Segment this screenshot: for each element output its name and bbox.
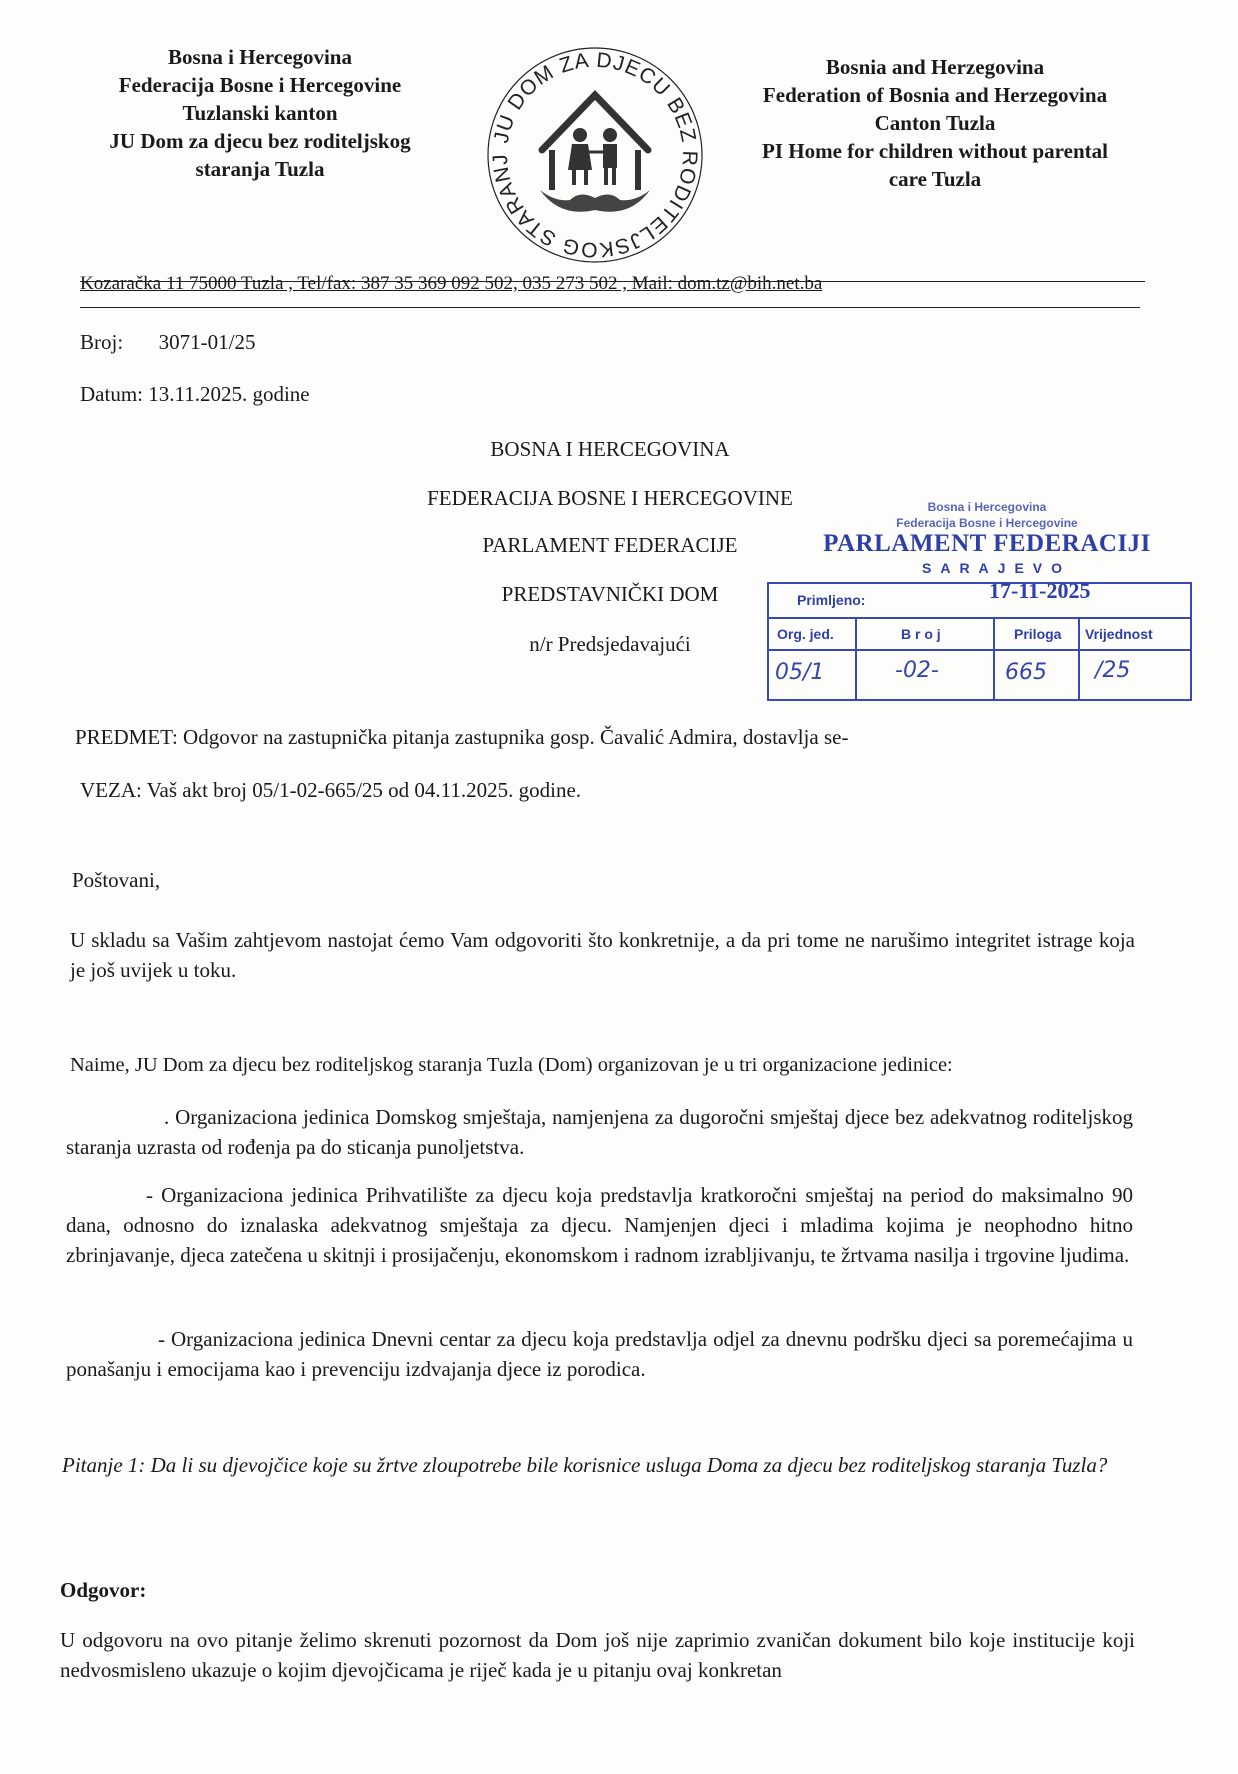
header-right-block (715, 53, 1155, 193)
stamp-received-date: 17-11-2025 (989, 578, 1091, 603)
document-number (80, 330, 256, 355)
stamp-col-label: B r o j (901, 626, 941, 642)
header-left-block (70, 43, 450, 183)
answer-heading: Odgovor: (60, 1578, 147, 1602)
number-label: Broj: (80, 330, 124, 354)
stamp-col-label: Vrijednost (1085, 626, 1153, 642)
stamp-title: PARLAMENT FEDERACIJI (823, 530, 1151, 557)
header-left-line: JU Dom za djecu bez roditeljskog (109, 129, 411, 153)
header-left-line: Tuzlanski kanton (182, 101, 338, 125)
header-divider (80, 307, 1140, 308)
question-1: Pitanje 1: Da li su djevojčice koje su žrtve zloupotrebe bile korisnice usluga Doma za djecu bez roditeljskog staranja Tuzla? (62, 1453, 1108, 1477)
stamp-line: Bosna i Hercegovina (927, 500, 1047, 514)
stamp-city: SARAJEVO (922, 560, 1072, 576)
addressee-line: PARLAMENT FEDERACIJE (482, 533, 738, 557)
received-stamp (757, 490, 1197, 710)
unit-paragraph: - Organizaciona jedinica Prihvatilište za djecu koja predstavlja kratkoročni smještaj na period do maksimalno 90 dana, odnosno do iznalaska adekvatnog smještaja za djecu. Namjenjen djeci i mladima kojima je neophodno hitno zbrinjavanje, djeca zatečena u skitnji i prosijačenju, ekonomskom i radnom izrabljivanju, te žrtvama nasilja i trgovine ljudima. (66, 1183, 1133, 1267)
header-right-line: Bosnia and Herzegovina (825, 55, 1045, 79)
intro-paragraph: U skladu sa Vašim zahtjevom nastojat ćemo Vam odgovoriti što konkretnije, a da pri tome ne narušimo integritet istrage koja je još uvijek u toku. (70, 928, 1135, 982)
stamp-col-label: Org. jed. (777, 626, 834, 642)
header-right-line: care Tuzla (888, 167, 982, 191)
reference-line: VEZA: Vaš akt broj 05/1-02-665/25 od 04.11.2025. godine. (80, 778, 582, 802)
header-right-line: PI Home for children without parental (762, 139, 1108, 163)
stamp-col-value: -02- (895, 658, 939, 683)
header-left-line: Bosna i Hercegovina (168, 45, 352, 69)
document-date: Datum: 13.11.2025. godine (80, 382, 310, 406)
answer-paragraph: U odgovoru na ovo pitanje želimo skrenuti pozornost da Dom još nije zaprimio zvaničan dokument bilo koje institucije koji nedvosmisleno ukazuje o kojim djevojčicama je riječ kada je u pitanju ovaj konkretan (60, 1628, 1135, 1682)
number-value: 3071-01/25 (158, 330, 256, 354)
contact-line: Kozaračka 11 75000 Tuzla , Tel/fax: 387 35 369 092 502, 035 273 502 , Mail: dom.tz@bih.net.ba (80, 273, 823, 294)
children-house-hands-icon (470, 40, 720, 270)
logo-ring-text: JU DOM ZA DJECU BEZ RODITELJSKOG STARANJ (488, 48, 702, 262)
header-left-line: Federacija Bosne i Hercegovine (118, 73, 402, 97)
stamp-col-value: /25 (1095, 658, 1131, 683)
organization-intro: Naime, JU Dom za djecu bez roditeljskog staranja Tuzla (Dom) organizovan je u tri organizacione jedinice: (70, 1054, 953, 1076)
stamp-col-value: 05/1 (775, 660, 825, 685)
stamp-received-label: Primljeno: (797, 592, 866, 608)
stamp-col-value: 665 (1005, 660, 1047, 685)
addressee-line: PREDSTAVNIČKI DOM (501, 582, 719, 606)
addressee-line: BOSNA I HERCEGOVINA (490, 437, 730, 461)
institution-logo (470, 40, 720, 270)
stamp-line: Federacija Bosne i Hercegovine (896, 516, 1078, 530)
unit-paragraph: . Organizaciona jedinica Domskog smještaja, namjenjena za dugoročni smještaj djece bez adekvatnog roditeljskog staranja uzrasta od rođenja pa do sticanja punoljetstva. (66, 1105, 1133, 1159)
header-right-line: Federation of Bosnia and Herzegovina (762, 83, 1108, 107)
subject-line: PREDMET: Odgovor na zastupnička pitanja zastupnika gosp. Čavalić Admira, dostavlja se- (75, 725, 849, 749)
addressee-line: n/r Predsjedavajući (529, 632, 691, 656)
header-right-line: Canton Tuzla (874, 111, 996, 135)
greeting: Poštovani, (72, 868, 161, 892)
header-left-line: staranja Tuzla (195, 157, 325, 181)
addressee-line: FEDERACIJA BOSNE I HERCEGOVINE (427, 486, 793, 510)
unit-paragraph: - Organizaciona jedinica Dnevni centar za djecu koja predstavlja odjel za dnevnu podršku djeci sa poremećajima u ponašanju i emocijama kao i prevenciju izdvajanja djece iz porodica. (66, 1327, 1133, 1381)
stamp-table (767, 578, 1192, 701)
stamp-col-label: Priloga (1014, 626, 1062, 642)
